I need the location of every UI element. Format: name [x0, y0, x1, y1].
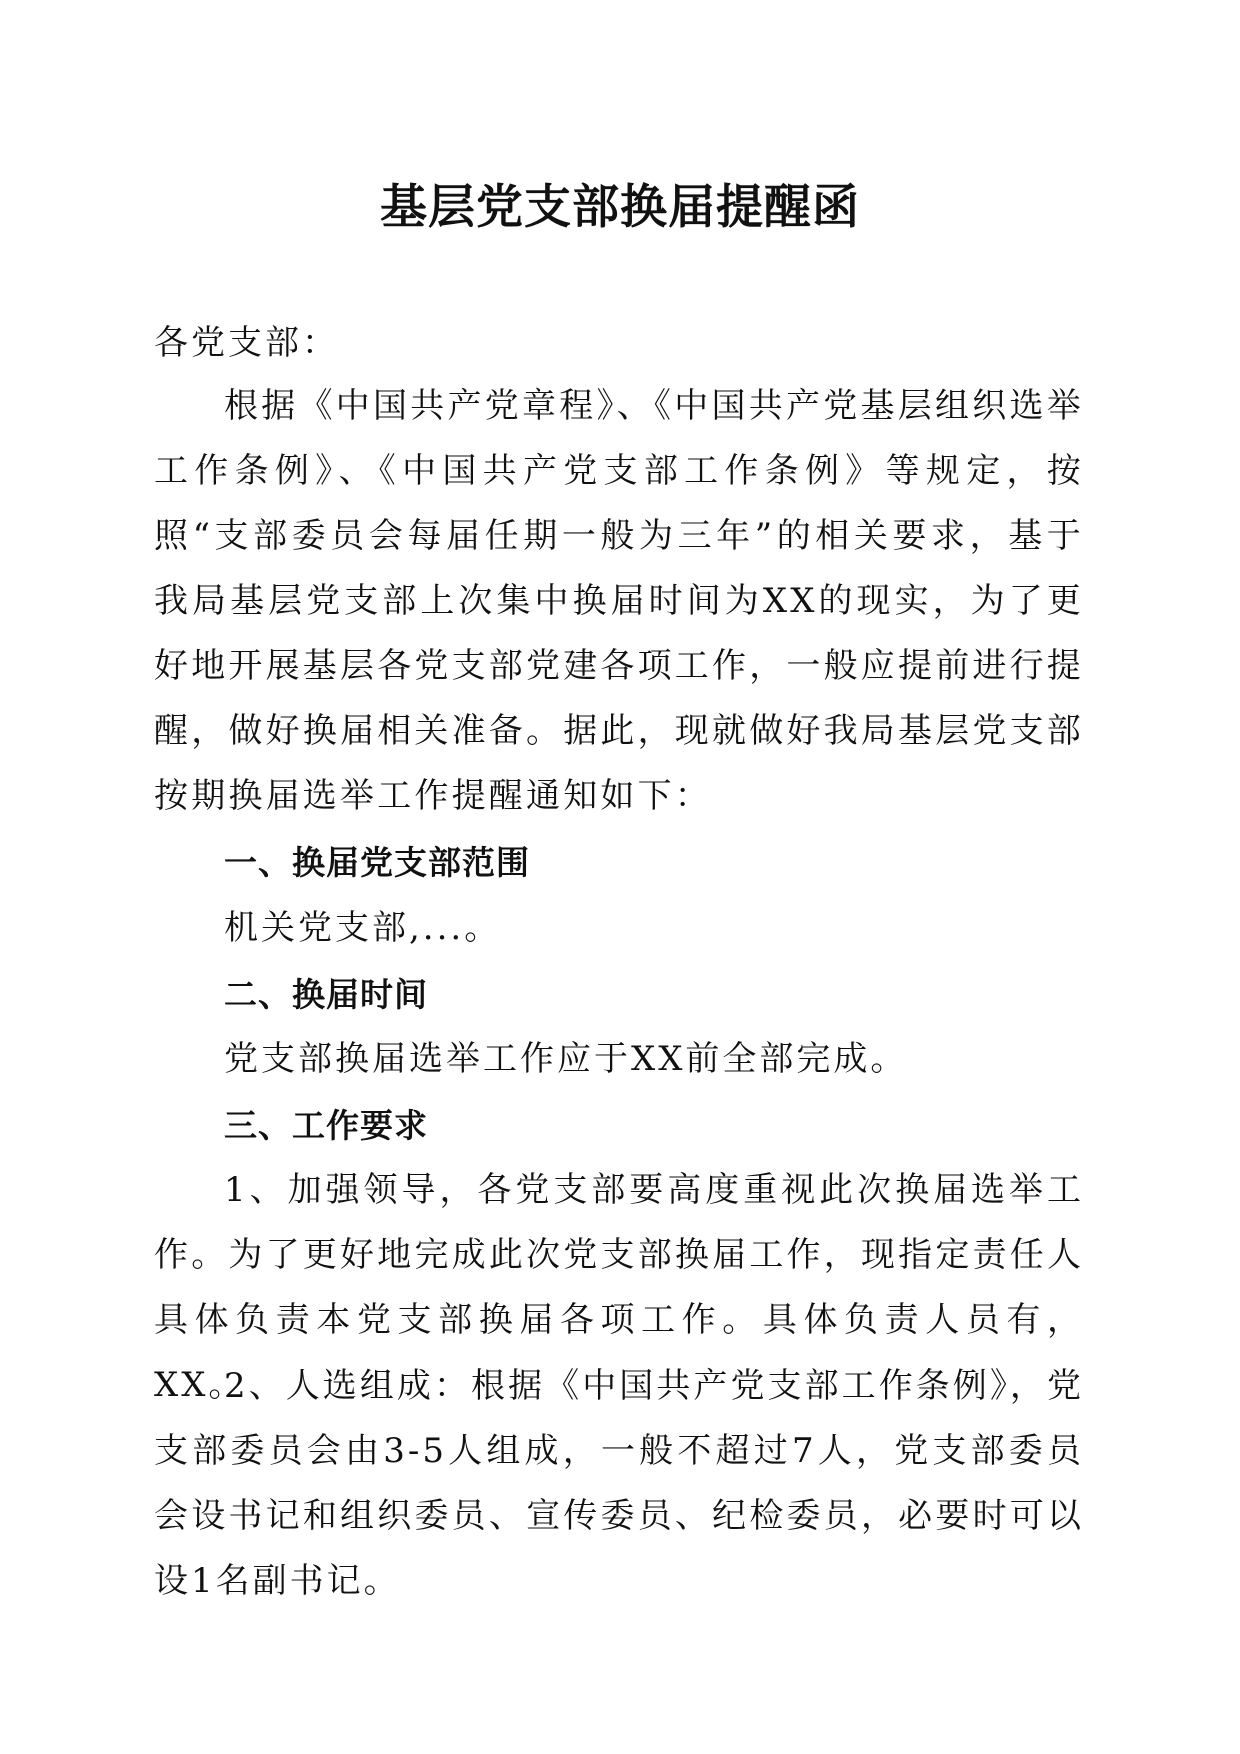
section-heading-requirements: 三、工作要求	[224, 1106, 428, 1145]
section-heading-time: 二、换届时间	[224, 975, 428, 1014]
requirement-item-1: 1、加强领导，各党支部要高度重视此次换届选举工作。为了更好地完成此次党支部换届工作，现指定责任人具体负责本党支部换届各项工作。具体负责人员有，XX。	[154, 1170, 1084, 1405]
section-content-scope: 机关党支部,...。	[224, 908, 502, 948]
requirement-item-2: 2、人选组成：根据《中国共产党支部工作条例》，党支部委员会由3-5人组成，一般不超过7人，党支部委员会设书记和组织委员、宣传委员、纪检委员，必要时可以设1名副书记。	[154, 1366, 1084, 1601]
intro-paragraph: 根据《中国共产党章程》、《中国共产党基层组织选举工作条例》、《中国共产党支部工作条例》等规定，按照“支部委员会每届任期一般为三年”的相关要求，基于我局基层党支部上次集中换届时间为XX的现实，为了更好地开展基层各党支部党建各项工作，一般应提前进行提醒，做好换届相关准备。据此，现就做好我局基层党支部按期换届选举工作提醒通知如下：	[154, 386, 1084, 816]
section-heading-scope: 一、换届党支部范围	[224, 843, 530, 882]
section-content-time: 党支部换届选举工作应于XX前全部完成。	[224, 1039, 908, 1079]
salutation: 各党支部：	[154, 323, 339, 363]
document-title: 基层党支部换届提醒函	[380, 180, 860, 235]
